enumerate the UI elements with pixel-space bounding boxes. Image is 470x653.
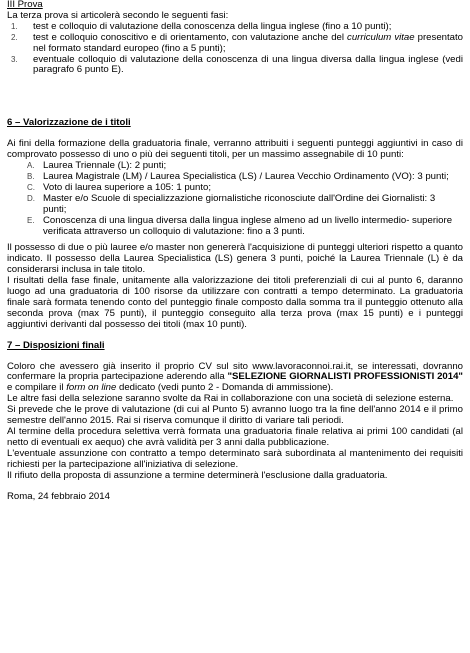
section-heading-disposizioni: 7 – Disposizioni finali (7, 339, 105, 351)
list-marker: B. (27, 171, 35, 181)
list-item (7, 194, 463, 216)
list-item-text: Voto di laurea superiore a 105: 1 punto; (43, 181, 212, 193)
selection-name-bold: "SELEZIONE GIORNALISTI PROFESSIONISTI 2014" (227, 371, 463, 383)
prova-list (7, 22, 463, 77)
disposizioni-paragraph-2: Le altre fasi della selezione saranno svolte da Rai in collaborazione con una società di selezione esterna. (7, 393, 454, 405)
list-item-text: test e colloquio di valutazione della conoscenza della lingua inglese (fino a 10 punti); (33, 20, 392, 32)
disposizioni-paragraph-4: Al termine della procedura selettiva verrà formata una graduatoria finale relativa ai primi 100 candidati (al netto di eventuali ex aequo) che avrà validità per 3 anni dalla pubblicazione. (7, 426, 463, 448)
list-item (7, 33, 463, 55)
disposizioni-paragraph-6: Il rifiuto della proposta di assunzione a termine determinerà l'esclusione dalla graduatoria. (7, 469, 388, 481)
list-item-text: Conoscenza di una lingua diversa dalla lingua inglese almeno ad un livello intermedio- superiore verificata attraverso un colloquio di valutazione: fino a 3 punti. (43, 214, 453, 237)
list-marker: 1. (11, 21, 18, 31)
list-item-text: Laurea Triennale (L): 2 punti; (43, 160, 167, 172)
list-marker: A. (27, 161, 35, 171)
titoli-intro: Ai fini della formazione della graduatoria finale, verranno attribuiti i seguenti punteggi aggiuntivi in caso di comprovato possesso di uno o più dei seguenti titoli, per un massimo assegnabile di 10 punti: (7, 138, 463, 161)
prova-intro: La terza prova si articolerà secondo le seguenti fasi: (7, 9, 229, 21)
list-item-text: Master e/o Scuole di specializzazione giornalistiche riconosciute dall'Ordine dei Giornalisti: 3 punti; (43, 192, 436, 215)
titoli-paragraph-1: Il possesso di due o più lauree e/o master non genererà l'acquisizione di punteggi ulteriori rispetto a quanto indicato. Il possesso della Laurea Specialistica (LS) genera 3 punti, poiché la Laurea Triennale (L) è da considerarsi inclusa in tale titolo. (7, 242, 463, 276)
list-item-text (33, 33, 463, 55)
disposizioni-paragraph-5: L'eventuale assunzione con contratto a tempo determinato sarà subordinata al mantenimento dei requisiti richiesti per la partecipazione all'iniziativa di selezione. (7, 447, 463, 470)
list-item-text-part: test e colloquio conoscitivo e di orientamento, con valutazione anche del (33, 31, 348, 43)
form-online-emphasis: form on line (66, 382, 117, 394)
document-page (7, 0, 463, 502)
list-item-text-part: presentato nel formato standard europeo (fino a 5 punti); (33, 31, 463, 54)
titoli-list (7, 161, 463, 237)
curriculum-vitae-emphasis: curriculum vitae (347, 31, 415, 43)
paragraph-text-part: Coloro che avessero già inserito il proprio CV sul sito www.lavoraconnoi.rai.it, se interessati, dovranno confermare la propria partecipazione aderendo alla (7, 360, 463, 383)
section-title-iii-prova: III Prova (7, 0, 43, 10)
section-heading-titoli: 6 – Valorizzazione de i titoli (7, 117, 131, 129)
paragraph-text-part: e compilare il (7, 382, 67, 394)
list-item (7, 216, 463, 238)
list-marker: 2. (11, 32, 18, 42)
place-and-date: Roma, 24 febbraio 2014 (7, 490, 110, 502)
list-item-text: Laurea Magistrale (LM) / Laurea Specialistica (LS) / Laurea Vecchio Ordinamento (VO): 3 punti; (43, 170, 449, 182)
disposizioni-paragraph-1 (7, 362, 463, 395)
list-item (7, 55, 463, 77)
titoli-paragraph-2: I risultati della fase finale, unitamente alla valorizzazione dei titoli preferenziali di cui al punto 6, daranno luogo ad una graduatoria di 100 risorse da utilizzare con contratti a tempo determinato. La graduatoria finale sarà formata tenendo conto del punteggio finale composto dalla somma tra il punteggio ottenuto alla seconda prova (max 75 punti), il punteggio conseguito alla terza prova (max 15 punti) e i punteggi aggiuntivi derivanti dal possesso dei titoli (max 10 punti). (7, 275, 463, 330)
list-marker: 3. (11, 54, 18, 64)
paragraph-text-part: dedicato (vedi punto 2 - Domanda di ammissione). (116, 382, 334, 394)
list-item-text: eventuale colloquio di valutazione della conoscenza di una lingua diversa dalla lingua inglese (vedi paragrafo 6 punto E). (33, 53, 463, 76)
list-marker: C. (27, 182, 35, 192)
disposizioni-paragraph-3: Si prevede che le prove di valutazione (di cui al Punto 5) avranno luogo tra la fine dell'anno 2014 e il primo semestre dell'anno 2015. Rai si riserva comunque il diritto di variare tali periodi. (7, 404, 463, 427)
list-marker: D. (27, 193, 35, 203)
list-marker: E. (27, 215, 35, 225)
